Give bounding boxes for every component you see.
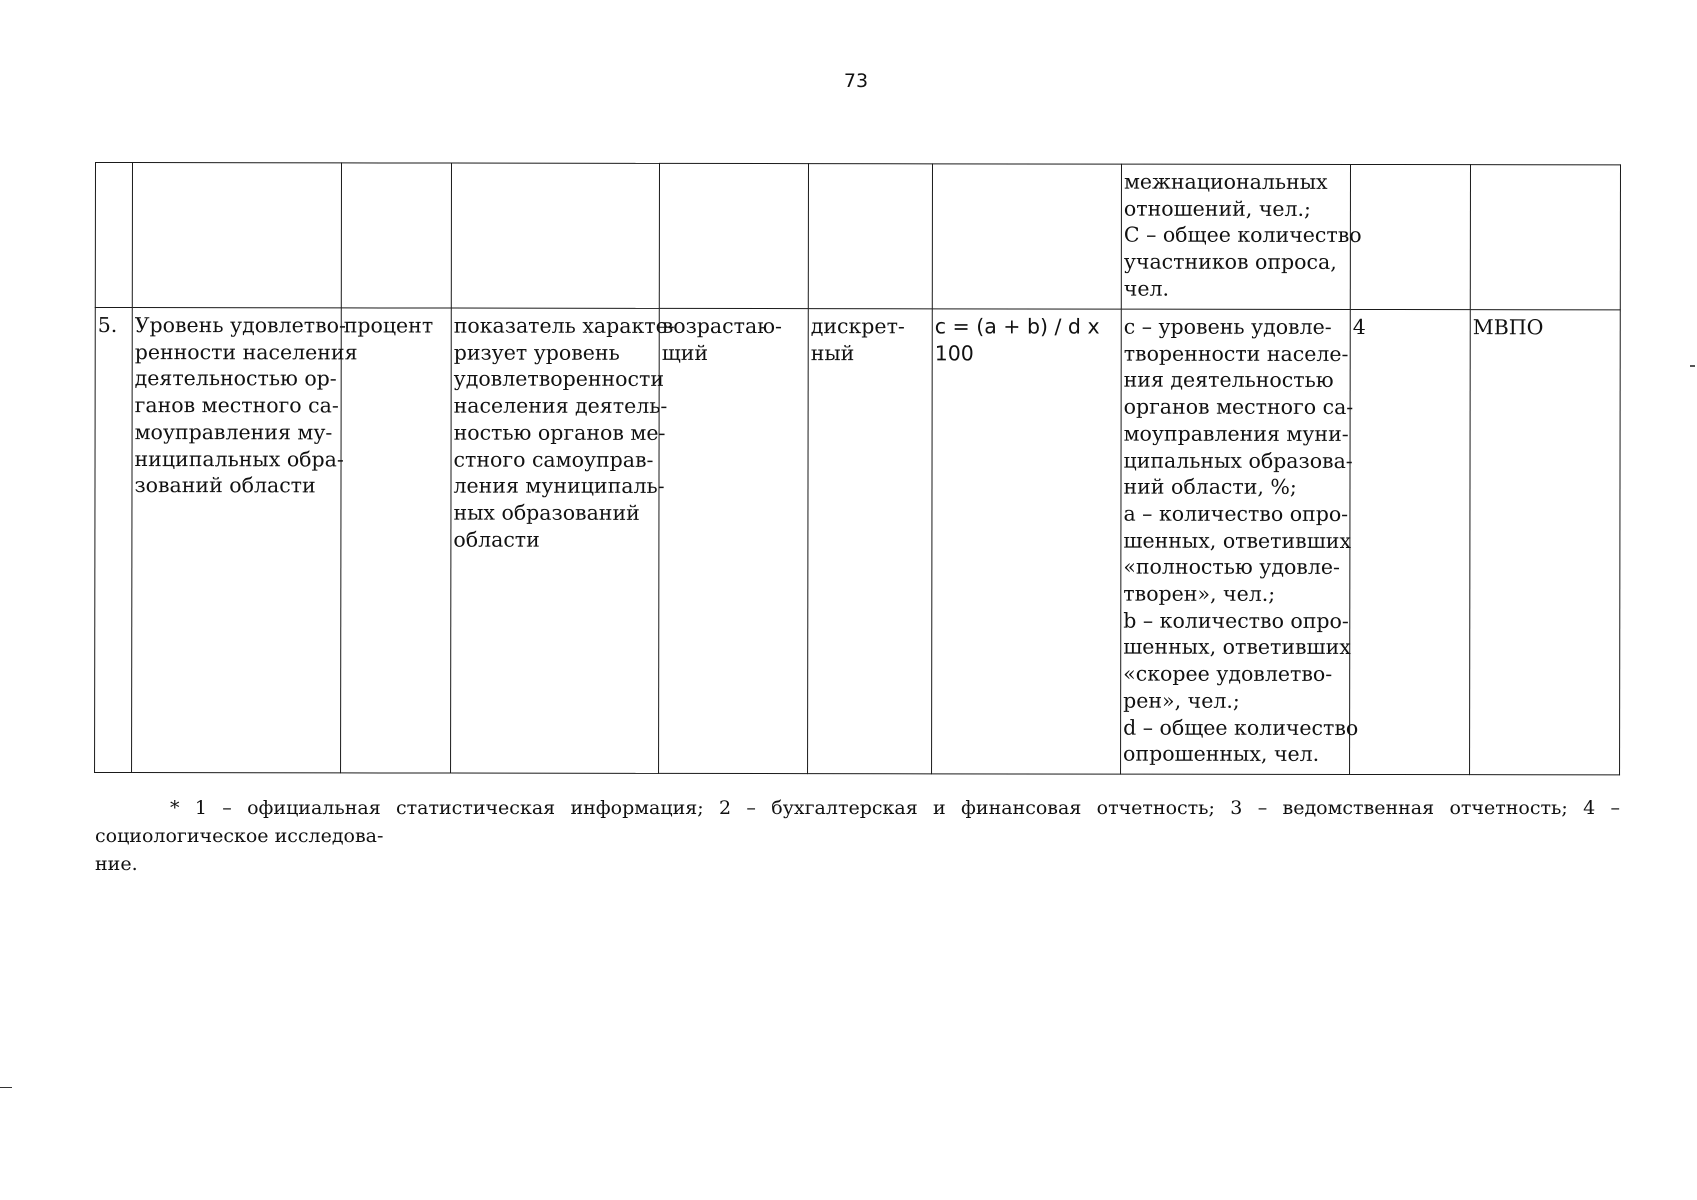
name-line: моуправления му-	[134, 419, 333, 445]
indicators-table	[94, 162, 1621, 775]
variables-line: ципальных образова-	[1123, 448, 1353, 473]
footnote	[95, 794, 1620, 878]
cell-description	[451, 308, 675, 773]
variables-line: участников опроса,	[1123, 249, 1337, 275]
description-line: ризует уровень	[453, 340, 620, 365]
margin-tick-mark	[0, 1087, 12, 1088]
cell-num	[95, 163, 132, 308]
trend-line: щий	[661, 340, 709, 365]
variables-line: «скорее удовлетво-	[1123, 661, 1333, 687]
variables-line: опрошенных, чел.	[1123, 741, 1320, 767]
cell-name	[132, 163, 341, 308]
cell-formula	[932, 164, 1121, 309]
description-line: населения деятель-	[453, 393, 668, 419]
variables-line: межнациональных	[1123, 169, 1328, 194]
name-line: ниципальных обра-	[134, 446, 344, 471]
name-line: ренности населения	[134, 339, 358, 365]
cell-trend	[659, 163, 808, 308]
variables-line: c – уровень удовле-	[1123, 314, 1332, 339]
description-line: области	[453, 527, 540, 552]
cell-variables	[1121, 164, 1362, 309]
variables-line: ния деятельностью	[1123, 368, 1334, 393]
formula-line: c = (a + b) / d x	[934, 314, 1100, 339]
description-line: ления муниципаль-	[453, 473, 665, 499]
variables-line: чел.	[1123, 276, 1170, 301]
name-line: ганов местного са-	[134, 393, 339, 418]
name-line: Уровень удовлетво-	[134, 313, 346, 338]
variables-line: рен», чел.;	[1123, 688, 1240, 713]
description-line: ных образований	[453, 500, 640, 525]
trend-line: возрастаю-	[661, 313, 782, 339]
variables-line: b – количество опро-	[1123, 608, 1349, 633]
cell-num: 5.	[95, 308, 133, 773]
cell-responsible	[1470, 165, 1620, 310]
variables-line: С – общее количество	[1123, 223, 1362, 248]
table-row-continuation	[95, 163, 1620, 310]
cell-unit: процент	[341, 308, 452, 773]
cell-source: 4	[1350, 309, 1471, 774]
description-line: стного самоуправ-	[453, 447, 654, 472]
cell-unit	[341, 163, 451, 308]
name-line: зований области	[134, 473, 316, 498]
cell-responsible: МВПО	[1470, 310, 1621, 775]
variables-line: шенных, ответивших	[1123, 528, 1352, 553]
variables-line: a – количество опро-	[1123, 501, 1349, 526]
footnote-line-2: ние.	[95, 853, 138, 875]
cell-trend	[659, 308, 809, 773]
type-line: ный	[810, 340, 855, 365]
cell-type	[808, 309, 933, 774]
variables-line: творенности населе-	[1123, 341, 1349, 366]
description-line: удовлетворенности	[453, 366, 665, 392]
margin-tick-mark-right	[1690, 365, 1695, 367]
variables-line: моуправления муни-	[1123, 421, 1349, 446]
cell-description	[451, 163, 659, 308]
formula-line: 100	[934, 341, 974, 366]
variables-line: органов местного са-	[1123, 394, 1354, 420]
variables-line: «полностью удовле-	[1123, 554, 1340, 580]
variables-line: d – общее количество	[1123, 715, 1359, 740]
table-row-5	[95, 308, 1621, 775]
cell-source	[1350, 164, 1470, 309]
footnote-line-1: * 1 – официальная статистическая информация; 2 – бухгалтерская и финансовая отчетность; 3 – ведомственная отчетность; 4 – социологическое исследова-	[95, 797, 1620, 847]
description-line: ностью органов ме-	[453, 420, 666, 445]
page-number: 73	[843, 70, 869, 92]
cell-name	[132, 308, 358, 773]
cell-type	[808, 164, 932, 309]
cell-formula	[932, 309, 1122, 774]
cell-variables	[1121, 309, 1359, 774]
variables-line: творен», чел.;	[1123, 581, 1276, 606]
name-line: деятельностью ор-	[134, 366, 337, 391]
description-line: показатель характе-	[453, 313, 675, 338]
type-line: дискрет-	[810, 314, 905, 339]
variables-line: отношений, чел.;	[1123, 196, 1311, 221]
variables-line: ний области, %;	[1123, 474, 1297, 500]
variables-line: шенных, ответивших	[1123, 635, 1351, 660]
